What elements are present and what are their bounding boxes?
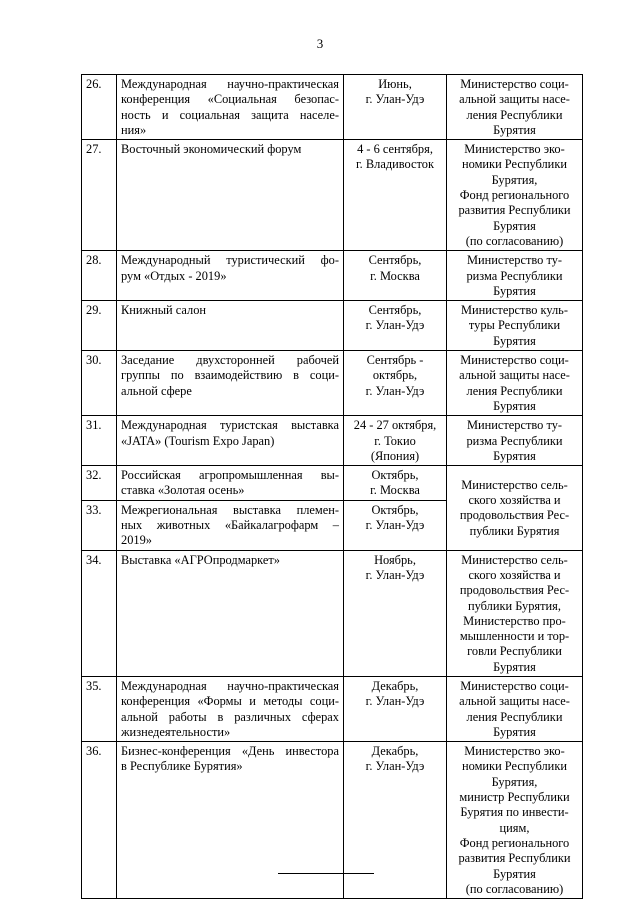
row-number: 31. (82, 416, 117, 466)
row-number: 36. (82, 742, 117, 899)
cell-line: альной защиты насе- (459, 368, 570, 383)
cell-line: Фонд регионального (459, 835, 570, 850)
end-rule (278, 873, 374, 874)
cell-line: г. Владивосток (356, 157, 434, 172)
cell-line: развития Республики (458, 851, 571, 866)
cell-line: Декабрь, (371, 744, 419, 759)
row-number: 26. (82, 75, 117, 140)
event-date-place (344, 251, 447, 301)
cell-line: 24 - 27 октября, (353, 418, 437, 433)
cell-line: циям, (499, 820, 530, 835)
cell-line: Бурятия (493, 659, 536, 674)
cell-line: Бурятия (493, 283, 536, 298)
cell-line: конференция «Социальная безопас- (121, 92, 339, 107)
table-row (82, 75, 583, 140)
cell-line: говли Республики (467, 644, 562, 659)
event-date-place (344, 676, 447, 741)
row-number: 34. (82, 550, 117, 676)
responsible-organization (447, 466, 583, 550)
cell-line: г. Улан-Удэ (365, 518, 425, 533)
events-table (81, 74, 583, 899)
cell-line: Международная научно-практическая (121, 678, 339, 693)
event-name (117, 466, 344, 501)
table-row (82, 466, 583, 501)
row-number: 30. (82, 351, 117, 416)
table-row (82, 301, 583, 351)
cell-line: продовольствия Рес- (459, 583, 570, 598)
cell-line: ления Республики (466, 107, 563, 122)
event-name (117, 351, 344, 416)
cell-line: номики Республики (462, 157, 567, 172)
cell-line: ризма Республики (466, 433, 563, 448)
table-row (82, 742, 583, 899)
cell-line: ризма Республики (466, 268, 563, 283)
cell-line: г. Улан-Удэ (365, 92, 425, 107)
event-date-place (344, 500, 447, 550)
cell-line: Бурятия (493, 448, 536, 463)
cell-line: Министерство куль- (461, 303, 568, 318)
cell-line: Министерство соци- (460, 77, 569, 91)
cell-line: (по согласованию) (465, 233, 564, 248)
cell-line: г. Улан-Удэ (365, 759, 425, 774)
event-name (117, 550, 344, 676)
cell-line: г. Улан-Удэ (365, 567, 425, 582)
table-row (82, 251, 583, 301)
cell-line: ления Республики (466, 709, 563, 724)
event-date-place (344, 742, 447, 899)
table-row (82, 140, 583, 251)
cell-line: Министерство ту- (466, 253, 563, 268)
cell-line: Международная туристская выставка (121, 418, 339, 433)
cell-line: Книжный салон (121, 303, 207, 318)
cell-line: Министерство эко- (464, 142, 565, 157)
row-number: 35. (82, 676, 117, 741)
event-name (117, 416, 344, 466)
cell-line: Декабрь, (371, 678, 419, 693)
cell-line: Фонд регионального (459, 188, 570, 203)
cell-line: Сентябрь, (368, 303, 422, 318)
responsible-organization (447, 251, 583, 301)
row-number: 32. (82, 466, 117, 501)
responsible-organization (447, 75, 583, 140)
cell-line: Бурятия (493, 218, 536, 233)
cell-line: Бурятия (493, 866, 536, 881)
cell-line: Выставка «АГРОпродмаркет» (121, 552, 280, 567)
cell-line: Октябрь, (371, 502, 419, 517)
cell-line: продовольствия Рес- (459, 508, 570, 523)
table-row (82, 351, 583, 416)
event-date-place (344, 351, 447, 416)
event-name (117, 251, 344, 301)
cell-line: г. Токио (374, 433, 416, 448)
responsible-organization (447, 742, 583, 899)
cell-line: Сентябрь - (366, 353, 424, 368)
row-number: 28. (82, 251, 117, 301)
cell-line: 4 - 6 сентября, (357, 142, 433, 157)
event-name (117, 75, 344, 140)
event-name (117, 676, 344, 741)
cell-line: Международная научно-практическая (121, 77, 339, 91)
events-table-body (82, 75, 583, 899)
cell-line: министр Республики (459, 790, 570, 805)
cell-line: альной защиты насе- (459, 694, 570, 709)
cell-line: Межрегиональная выставка племен- (121, 502, 339, 517)
cell-line: «JATA» (Tourism Expo Japan) (121, 433, 275, 448)
cell-line: Бизнес-конференция «День инвестора (121, 744, 339, 759)
cell-line: альной защиты насе- (459, 92, 570, 107)
cell-line: в Республике Бурятия» (121, 759, 243, 774)
responsible-organization (447, 550, 583, 676)
event-name (117, 301, 344, 351)
cell-line: ность и социальная защита населе- (121, 107, 339, 122)
cell-line: Министерство сель- (461, 552, 568, 567)
cell-line: Российская агропромышленная вы- (121, 468, 339, 483)
cell-line: Министерство про- (463, 613, 566, 628)
cell-line: 2019» (121, 533, 152, 548)
cell-line: Бурятия, (491, 172, 538, 187)
cell-line: туры Республики (468, 318, 561, 333)
cell-line: г. Улан-Удэ (365, 383, 425, 398)
event-date-place (344, 140, 447, 251)
table-row (82, 550, 583, 676)
cell-line: ставка «Золотая осень» (121, 483, 245, 498)
cell-line: Министерство соци- (460, 353, 569, 368)
cell-line: Бурятия, (491, 774, 538, 789)
cell-line: альной сфере (121, 383, 192, 398)
event-date-place (344, 75, 447, 140)
cell-line: Сентябрь, (368, 253, 422, 268)
table-row (82, 416, 583, 466)
cell-line: Июнь, (378, 77, 412, 91)
event-date-place (344, 301, 447, 351)
event-name (117, 140, 344, 251)
cell-line: Бурятия по инвести- (460, 805, 569, 820)
event-name (117, 742, 344, 899)
cell-line: Октябрь, (371, 468, 419, 483)
cell-line: ных животных «Байкалагрофарм – (121, 518, 339, 533)
cell-line: номики Республики (462, 759, 567, 774)
responsible-organization (447, 416, 583, 466)
cell-line: развития Республики (458, 203, 571, 218)
cell-line: (по согласованию) (465, 881, 564, 896)
event-name (117, 500, 344, 550)
cell-line: публики Бурятия, (468, 598, 561, 613)
table-row (82, 676, 583, 741)
cell-line: г. Москва (370, 483, 420, 498)
cell-line: Заседание двухсторонней рабочей (121, 353, 339, 368)
cell-line: Ноябрь, (374, 552, 416, 567)
responsible-organization (447, 301, 583, 351)
cell-line: г. Улан-Удэ (365, 318, 425, 333)
responsible-organization (447, 676, 583, 741)
row-number: 27. (82, 140, 117, 251)
cell-line: ского хозяйства и (468, 567, 561, 582)
cell-line: рум «Отдых - 2019» (121, 268, 227, 283)
cell-line: группы по взаимодействию в соци- (121, 368, 339, 383)
row-number: 29. (82, 301, 117, 351)
cell-line: публики Бурятия (469, 523, 560, 538)
cell-line: жизнедеятельности» (121, 724, 231, 739)
cell-line: ского хозяйства и (468, 493, 561, 508)
cell-line: ления Республики (466, 383, 563, 398)
cell-line: (Япония) (370, 448, 420, 463)
cell-line: Международный туристический фо- (121, 253, 339, 268)
cell-line: Бурятия (493, 398, 536, 413)
cell-line: Восточный экономический форум (121, 142, 302, 157)
cell-line: Министерство эко- (464, 744, 565, 759)
cell-line: конференция «Формы и методы соци- (121, 694, 339, 709)
cell-line: мышленности и тор- (459, 629, 570, 644)
cell-line: г. Москва (370, 268, 420, 283)
cell-line: Бурятия (493, 724, 536, 739)
cell-line: Министерство сель- (461, 477, 568, 492)
page-number: 3 (316, 36, 324, 51)
cell-line: Министерство соци- (460, 678, 569, 693)
cell-line: г. Улан-Удэ (365, 694, 425, 709)
cell-line: октябрь, (372, 368, 418, 383)
event-date-place (344, 416, 447, 466)
row-number: 33. (82, 500, 117, 550)
cell-line: Бурятия (493, 333, 536, 348)
event-date-place (344, 466, 447, 501)
responsible-organization (447, 351, 583, 416)
cell-line: Министерство ту- (466, 418, 563, 433)
cell-line: альной работы в различных сферах (121, 709, 339, 724)
responsible-organization (447, 140, 583, 251)
event-date-place (344, 550, 447, 676)
cell-line: ния» (121, 122, 147, 137)
cell-line: Бурятия (493, 122, 536, 137)
